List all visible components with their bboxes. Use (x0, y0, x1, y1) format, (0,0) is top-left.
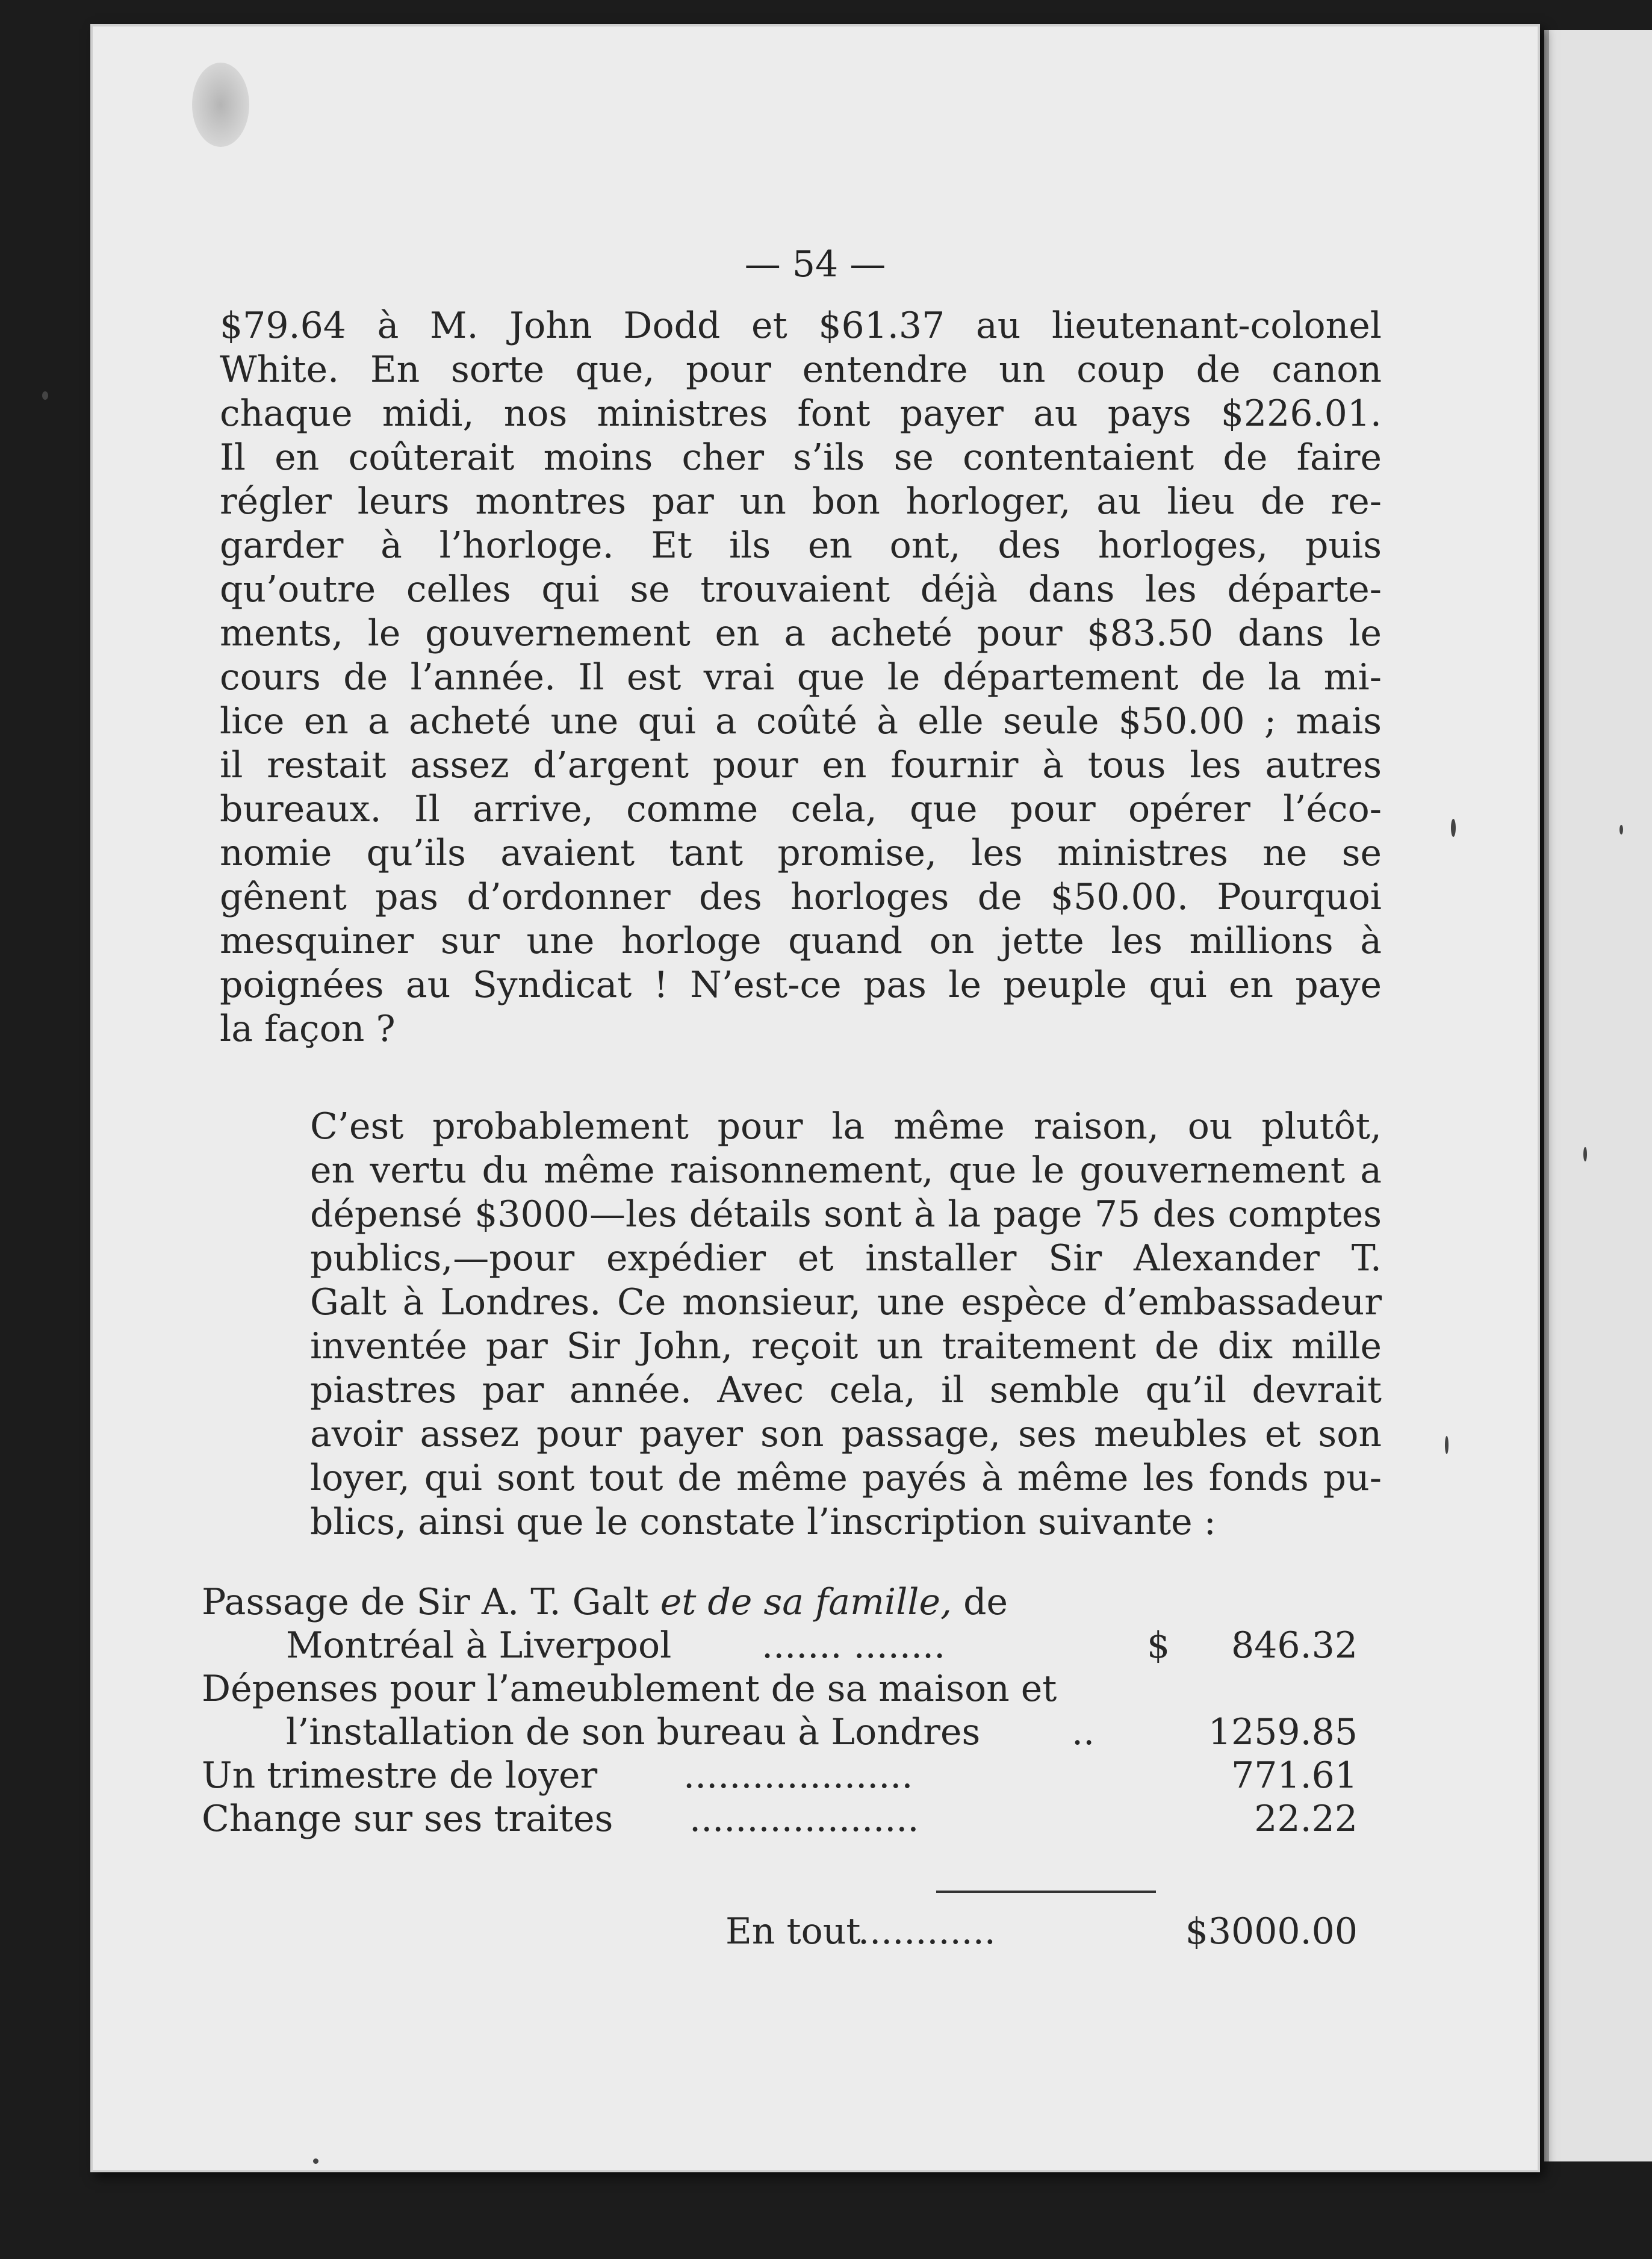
text-line: mesquiner sur une horloge quand on jette les millions à (220, 920, 1382, 962)
scan-speck (42, 391, 48, 400)
dot-leaders: .................... (683, 1754, 913, 1797)
total-label: En tout (725, 1910, 861, 1953)
expense-amount-rent: 771.61 (1231, 1754, 1358, 1797)
text-line: dépensé $3000—les détails sont à la page 75 des comptes (310, 1193, 1382, 1235)
text-line: inventée par Sir John, reçoit un traitement de dix mille (310, 1325, 1382, 1367)
expense-label-exchange: Change sur ses traites (202, 1798, 613, 1840)
expense-row-rent (202, 1754, 1358, 1797)
text-line: ments, le gouvernement en a acheté pour $83.50 dans le (220, 612, 1382, 654)
adjacent-page-edge (1544, 30, 1652, 2161)
total-amount: $3000.00 (1185, 1910, 1358, 1953)
text-line: gênent pas d’ordonner des horloges de $50.00. Pourquoi (220, 876, 1382, 918)
dot-leaders: .. (1072, 1711, 1095, 1753)
text-line: Galt à Londres. Ce monsieur, une espèce d’embassadeur (310, 1281, 1382, 1323)
text-line: qu’outre celles qui se trouvaient déjà dans les départe- (220, 568, 1382, 611)
expense-label-passage (202, 1580, 1008, 1624)
text-line: White. En sorte que, pour entendre un coup de canon (220, 349, 1382, 391)
page-number: — 54 — (744, 243, 886, 285)
expense-total-row (202, 1907, 1358, 1956)
text-line: loyer, qui sont tout de même payés à même les fonds pu- (310, 1457, 1382, 1499)
scan-speck (1583, 1147, 1587, 1161)
expense-amount-passage: 846.32 (1231, 1624, 1358, 1667)
scan-speck (313, 2158, 318, 2164)
expense-label-furnishing: Dépenses pour l’ameublement de sa maison et (202, 1668, 1057, 1710)
text-line: lice en a acheté une qui a coûté à elle seule $50.00 ; mais (220, 700, 1382, 742)
expense-row-passage-line2 (202, 1624, 1358, 1667)
text-line: publics,—pour expédier et installer Sir Alexander T. (310, 1237, 1382, 1279)
expense-text: Passage de Sir A. T. Galt (202, 1581, 660, 1623)
dot-leaders: ....... ........ (762, 1624, 946, 1667)
scan-speck (1619, 825, 1623, 834)
text-line: en vertu du même raisonnement, que le gouvernement a (310, 1149, 1382, 1192)
text-line: avoir assez pour payer son passage, ses meubles et son (310, 1413, 1382, 1455)
expense-table (202, 1580, 1358, 1841)
sum-rule (936, 1891, 1156, 1893)
expense-amount-exchange: 22.22 (1254, 1798, 1358, 1840)
text-line: garder à l’horloge. Et ils en ont, des horloges, puis (220, 524, 1382, 567)
text-line: nomie qu’ils avaient tant promise, les ministres ne se (220, 832, 1382, 874)
scan-speck (1451, 819, 1456, 837)
text-line: chaque midi, nos ministres font payer au pays $226.01. (220, 393, 1382, 435)
page-stain (192, 63, 249, 147)
expense-label-passage-2: Montréal à Liverpool (286, 1624, 672, 1667)
expense-row-exchange (202, 1797, 1358, 1841)
expense-row-passage-line1 (202, 1580, 1358, 1624)
text-line: la façon ? (220, 1008, 396, 1050)
expense-label-rent: Un trimestre de loyer (202, 1754, 598, 1797)
currency-sign: $ (1147, 1624, 1170, 1667)
text-line: piastres par année. Avec cela, il semble qu’il devrait (310, 1369, 1382, 1411)
scan-speck (1445, 1436, 1449, 1454)
text-line: blics, ainsi que le constate l’inscription suivante : (310, 1501, 1216, 1543)
text-line: régler leurs montres par un bon horloger, au lieu de re- (220, 480, 1382, 523)
text-line: $79.64 à M. John Dodd et $61.37 au lieutenant-colonel (220, 305, 1382, 347)
expense-row-furnishing-line2 (202, 1711, 1358, 1754)
text-line: C’est probablement pour la même raison, ou plutôt, (310, 1105, 1382, 1148)
text-line: Il en coûterait moins cher s’ils se contentaient de faire (220, 437, 1382, 479)
paragraph-1 (220, 304, 1382, 1051)
text-line: poignées au Syndicat ! N’est-ce pas le peuple qui en paye (220, 964, 1382, 1006)
text-line: bureaux. Il arrive, comme cela, que pour opérer l’éco- (220, 788, 1382, 830)
expense-label-furnishing-2: l’installation de son bureau à Londres (286, 1711, 981, 1753)
expense-row-furnishing-line1 (202, 1667, 1358, 1711)
dot-leaders: .................... (689, 1798, 919, 1840)
dot-leaders: ............ (858, 1910, 996, 1953)
paragraph-2 (220, 1105, 1382, 1544)
text-line: il restait assez d’argent pour en fournir à tous les autres (220, 744, 1382, 786)
expense-text-italic: et de sa famille, (660, 1581, 952, 1623)
expense-amount-furnishing: 1259.85 (1208, 1711, 1358, 1753)
text-line: cours de l’année. Il est vrai que le département de la mi- (220, 656, 1382, 698)
expense-text: de (952, 1581, 1008, 1623)
